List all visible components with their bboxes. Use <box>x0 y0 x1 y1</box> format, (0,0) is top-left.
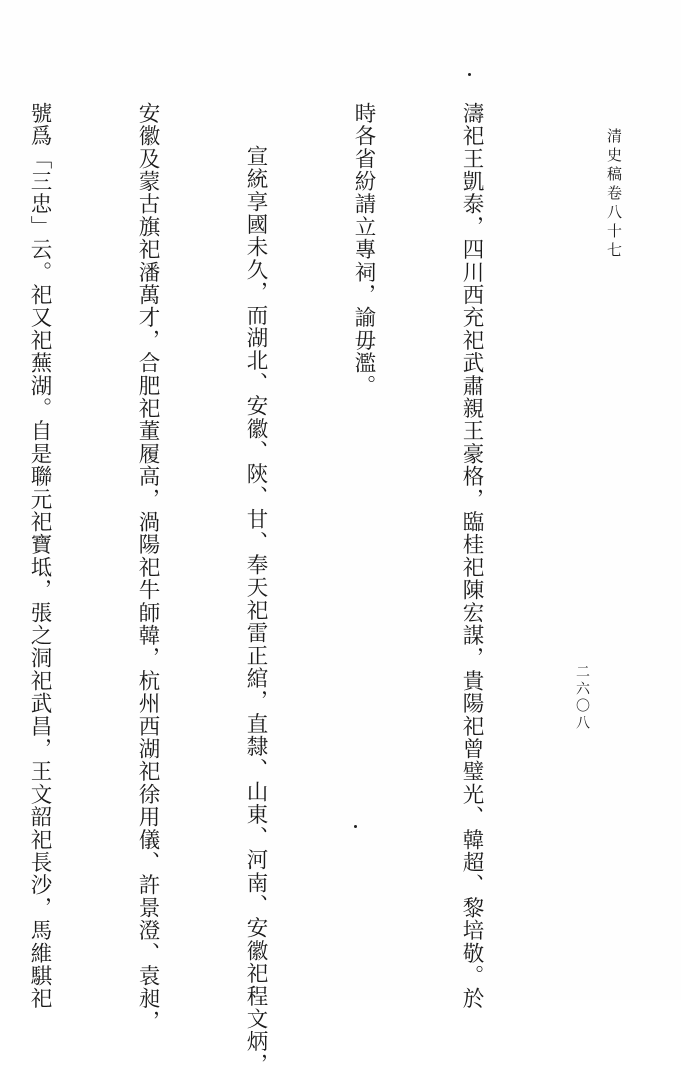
text-column: 時各省紛請立專祠，諭毋濫。 <box>351 102 376 398</box>
page-number: 二六〇八 <box>574 664 590 732</box>
running-head-title: 清史稿卷八十七 <box>605 128 623 261</box>
text-column: 安徽及蒙古旗祀潘萬才，合肥祀董履高，渦陽祀牛師韓，杭州西湖祀徐用儀、許景澄、袁昶， <box>135 102 160 1033</box>
text-column: 濤祀王凱泰，四川西充祀武肅親王豪格，臨桂祀陳宏謀，貴陽祀曾璧光、韓超、黎培敬。於 <box>459 102 484 1010</box>
body-text <box>0 102 561 1076</box>
scan-speck <box>468 73 471 76</box>
scan-speck <box>354 825 357 828</box>
text-column: 號爲「三忠」云。祀又祀蕪湖。自是聯元祀寶坻，張之洞祀武昌，王文韶祀長沙，馬維騏祀 <box>27 102 52 1010</box>
text-column: 宣統享國未久，而湖北、安徽、陝、甘、奉天祀雷正綰，直隸、山東、河南、安徽祀程文炳， <box>243 145 268 1076</box>
